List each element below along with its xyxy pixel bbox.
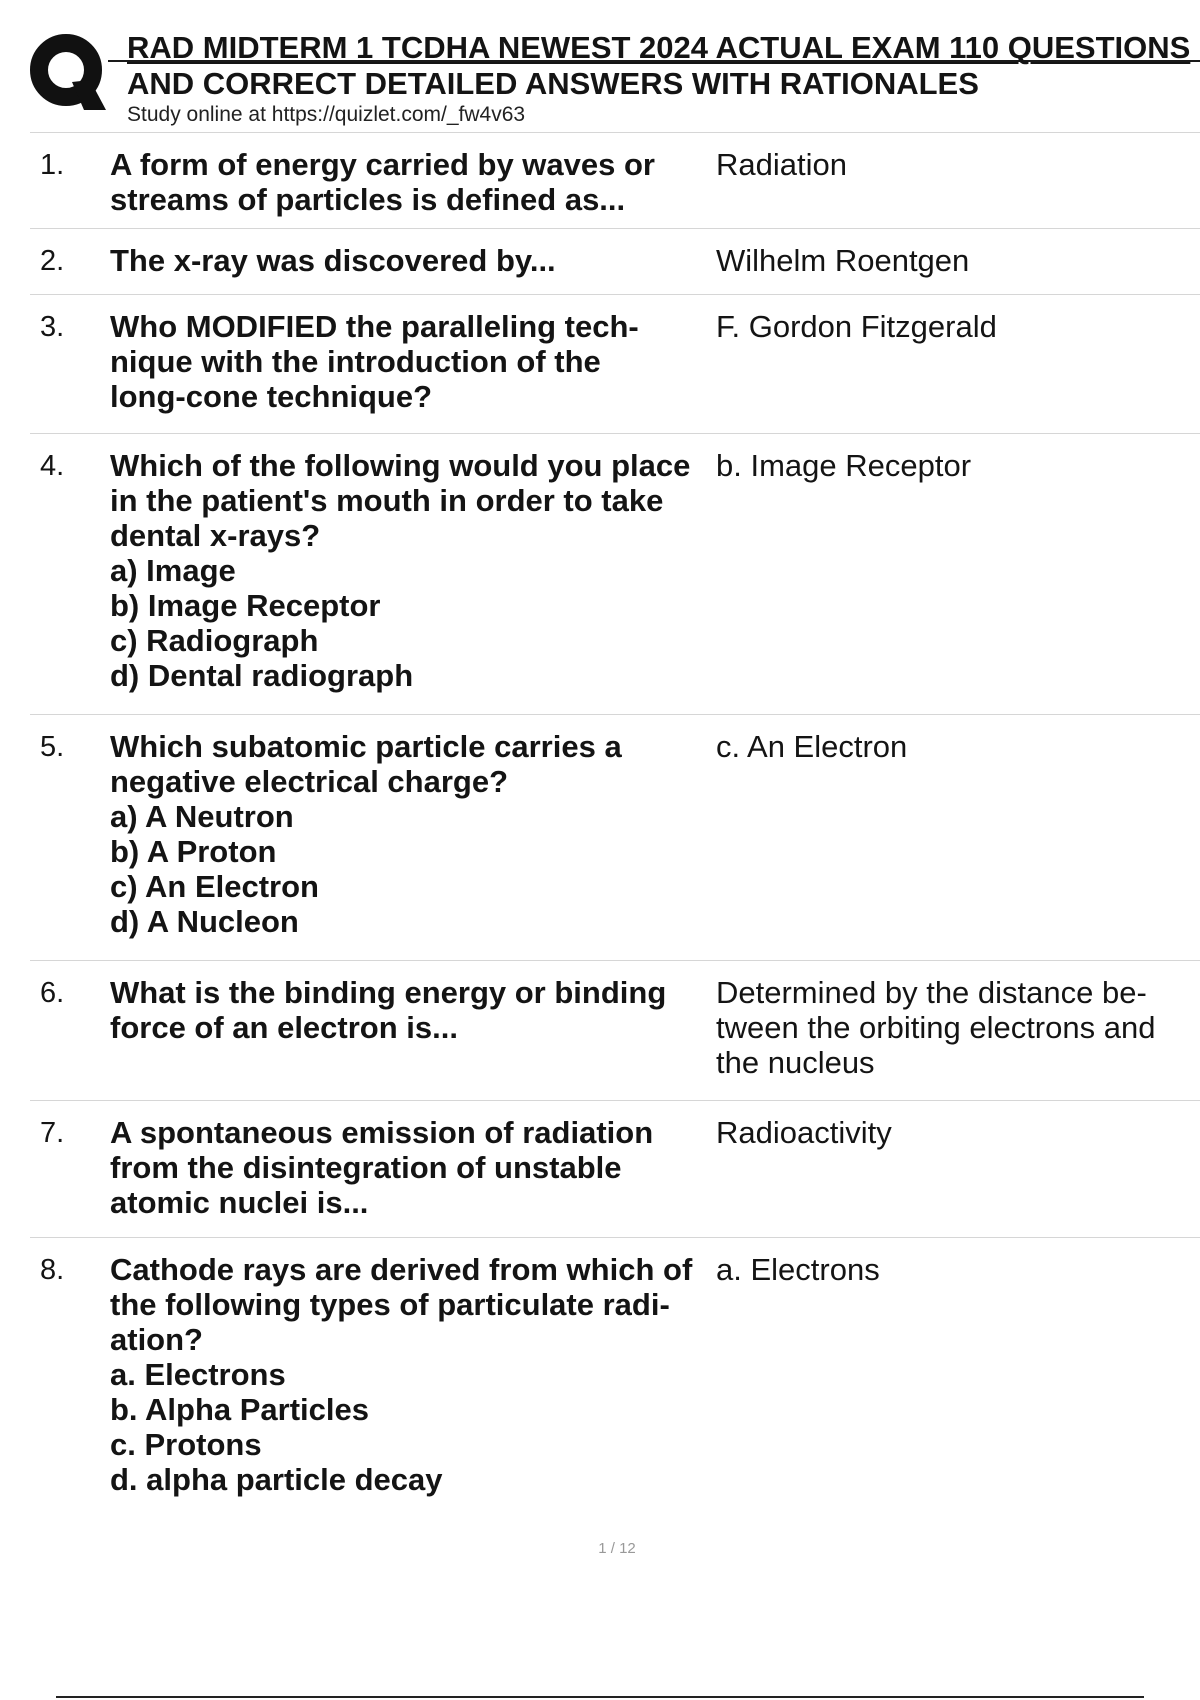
- qa-row: [30, 228, 1200, 294]
- question-text: A form of energy carried by waves or streams of particles is defined as...: [110, 147, 655, 217]
- item-number: 1.: [40, 149, 65, 181]
- item-number: 2.: [40, 245, 65, 277]
- answer-text: Determined by the distance be- tween the orbiting electrons and the nucleus: [716, 975, 1156, 1080]
- footer-rule: [56, 1696, 1144, 1698]
- answer-text: F. Gordon Fitzgerald: [716, 309, 997, 344]
- item-number: 5.: [40, 731, 65, 763]
- answer-text: Radioactivity: [716, 1115, 892, 1150]
- qa-row: [30, 960, 1200, 1100]
- answer-text: a. Electrons: [716, 1252, 880, 1287]
- item-number: 6.: [40, 977, 65, 1009]
- study-online-link[interactable]: Study online at https://quizlet.com/_fw4v63: [127, 103, 526, 126]
- item-number: 3.: [40, 311, 65, 343]
- answer-text: Wilhelm Roentgen: [716, 243, 970, 278]
- qa-row: [30, 294, 1200, 433]
- qa-row: [30, 714, 1200, 960]
- question-text: Which subatomic particle carries a negative electrical charge? a) A Neutron b) A Proton c) An Electron d) A Nucleon: [110, 729, 622, 939]
- qa-row: [30, 132, 1200, 228]
- item-number: 4.: [40, 450, 65, 482]
- question-text: Who MODIFIED the paralleling tech- nique with the introduction of the long-cone technique?: [110, 309, 639, 414]
- question-text: Which of the following would you place in the patient's mouth in order to take dental x-rays? a) Image b) Image Receptor c) Radiograph d) Dental radiograph: [110, 448, 691, 693]
- qa-row: [30, 433, 1200, 714]
- item-number: 8.: [40, 1254, 65, 1286]
- answer-text: Radiation: [716, 147, 847, 182]
- qa-list: [30, 132, 1200, 1517]
- quizlet-q-icon: [28, 30, 108, 114]
- answer-text: c. An Electron: [716, 729, 908, 764]
- question-text: Cathode rays are derived from which of the following types of particulate radi- ation? a. Electrons b. Alpha Particles c. Protons d. alpha particle decay: [110, 1252, 693, 1497]
- item-number: 7.: [40, 1117, 65, 1149]
- question-text: The x-ray was discovered by...: [110, 243, 556, 278]
- question-text: What is the binding energy or binding force of an electron is...: [110, 975, 667, 1045]
- qa-row: [30, 1237, 1200, 1517]
- title-line-2: AND CORRECT DETAILED ANSWERS WITH RATIONALES: [127, 66, 979, 101]
- question-text: A spontaneous emission of radiation from the disintegration of unstable atomic nuclei is...: [110, 1115, 654, 1220]
- answer-text: b. Image Receptor: [716, 448, 972, 483]
- document-title: [127, 30, 1200, 102]
- title-line-1: RAD MIDTERM 1 TCDHA NEWEST 2024 ACTUAL EXAM 110 QUESTIONS: [127, 30, 1191, 65]
- page-number: 1 / 12: [598, 1540, 636, 1557]
- qa-row: [30, 1100, 1200, 1237]
